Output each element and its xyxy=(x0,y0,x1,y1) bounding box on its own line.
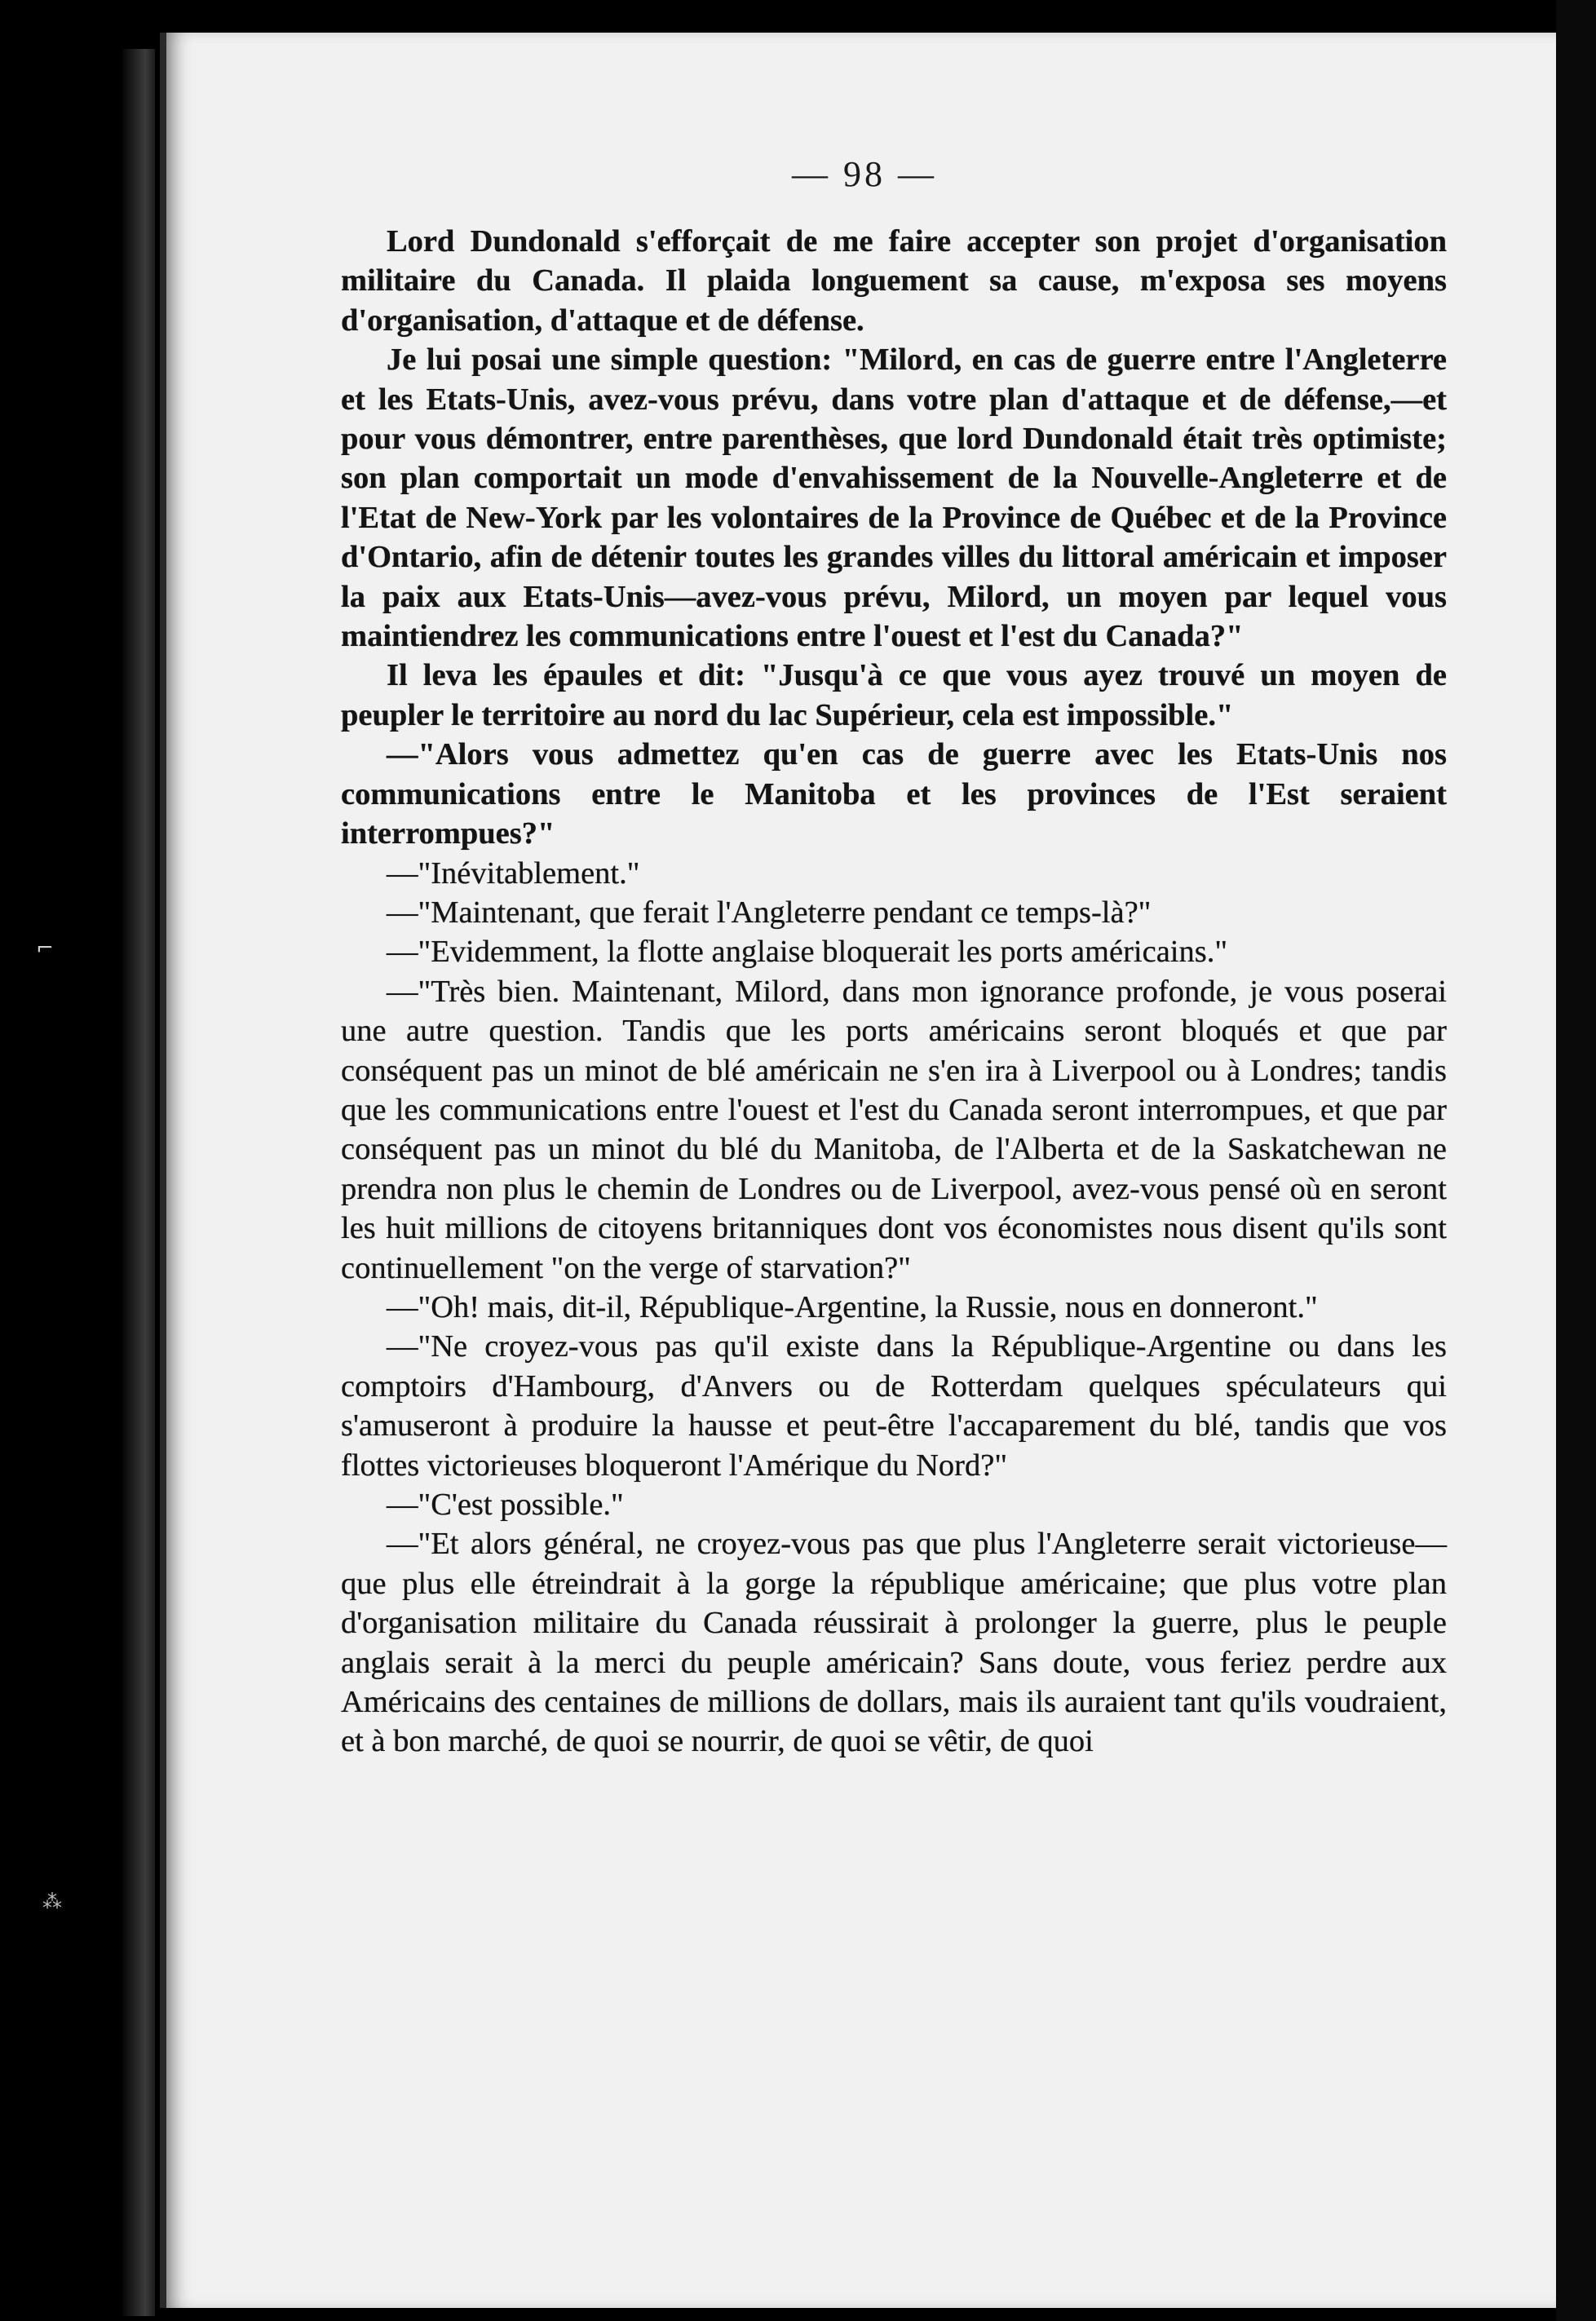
paragraph: —"Inévitablement." xyxy=(387,855,640,891)
page-number: — 98 — xyxy=(792,154,937,194)
paragraph: —"Oh! mais, dit-il, République-Argentine, la Russie, nous en donneront." xyxy=(387,1289,1318,1324)
paragraph: —"Très bien. Maintenant, Milord, dans mon ignorance profonde, je vous poserai une autre question. Tandis que les ports américains seront bloqués et que par conséquent pas un minot de blé américain ne s'en ira à Liverpool ou à Londres; tandis que les communications entre l'ouest et l'est du Canada seront interrompues, et que par conséquent pas un minot du blé du Manitoba, de l'Alberta et de la Saskatchewan ne prendra non plus le chemin de Londres ou de Liverpool, avez-vous pensé où en seront les huit millions de citoyens britanniques dont vos économistes nous disent qu'ils sont continuellement "on the verge of starvation?" xyxy=(341,974,1447,1285)
book-binding-edge xyxy=(122,49,155,2316)
paragraph: —"Ne croyez-vous pas qu'il existe dans la République-Argentine ou dans les comptoirs d'Hambourg, d'Anvers ou de Rotterdam quelques spéculateurs qui s'amuseront à produire la hausse et peut-être l'accaparement du blé, tandis que vos flottes victorieuses bloqueront l'Amérique du Nord?" xyxy=(341,1329,1447,1483)
paragraph: Je lui posai une simple question: "Milord, en cas de guerre entre l'Angleterre et les Etats-Unis, avez-vous prévu, dans votre plan d'attaque et de défense,—et pour vous démontrer, entre parenthèses, que lord Dundonald était très optimiste; son plan comportait un mode d'envahissement de la Nouvelle-Angleterre et de l'Etat de New-York par les volontaires de la Province de Québec et de la Province d'Ontario, afin de détenir toutes les grandes villes du littoral américain et imposer la paix aux Etats-Unis—avez-vous prévu, Milord, un moyen par lequel vous maintiendrez les communications entre l'ouest et l'est du Canada?" xyxy=(341,343,1447,654)
paragraph: —"Alors vous admettez qu'en cas de guerre avec les Etats-Unis nos communications entre le Manitoba et les provinces de l'Est seraient interrompues?" xyxy=(341,737,1447,851)
paragraph: —"Evidemment, la flotte anglaise bloquerait les ports américains." xyxy=(387,935,1228,970)
margin-mark: ⌐ xyxy=(36,936,54,961)
paragraph: —"Et alors général, ne croyez-vous pas que plus l'Angleterre serait victorieuse—que plus elle étreindrait à la gorge la république américaine; que plus votre plan d'organisation militaire du Canada réussirait à prolonger la guerre, plus le peuple anglais serait à la merci du peuple américain? Sans doute, vous feriez perdre aux Américains des centaines de millions de dollars, mais ils auraient tant qu'ils voudraient, et à bon marché, de quoi se nourrir, de quoi se vêtir, de quoi xyxy=(341,1527,1447,1759)
paragraph: —"Maintenant, que ferait l'Angleterre pendant ce temps-là?" xyxy=(387,895,1152,930)
book-page xyxy=(160,33,1563,2308)
paragraph: Il leva les épaules et dit: "Jusqu'à ce que vous ayez trouvé un moyen de peupler le territoire au nord du lac Supérieur, cela est impossible." xyxy=(341,658,1447,732)
body-text xyxy=(341,222,1447,1762)
margin-smudge: ⁂ xyxy=(42,1890,62,1913)
paragraph: —"C'est possible." xyxy=(387,1488,624,1522)
paragraph: Lord Dundonald s'efforçait de me faire accepter son projet d'organisation militaire du Canada. Il plaida longuement sa cause, m'exposa ses moyens d'organisation, d'attaque et de défense. xyxy=(341,224,1447,338)
scan-right-edge xyxy=(1556,0,1596,2321)
